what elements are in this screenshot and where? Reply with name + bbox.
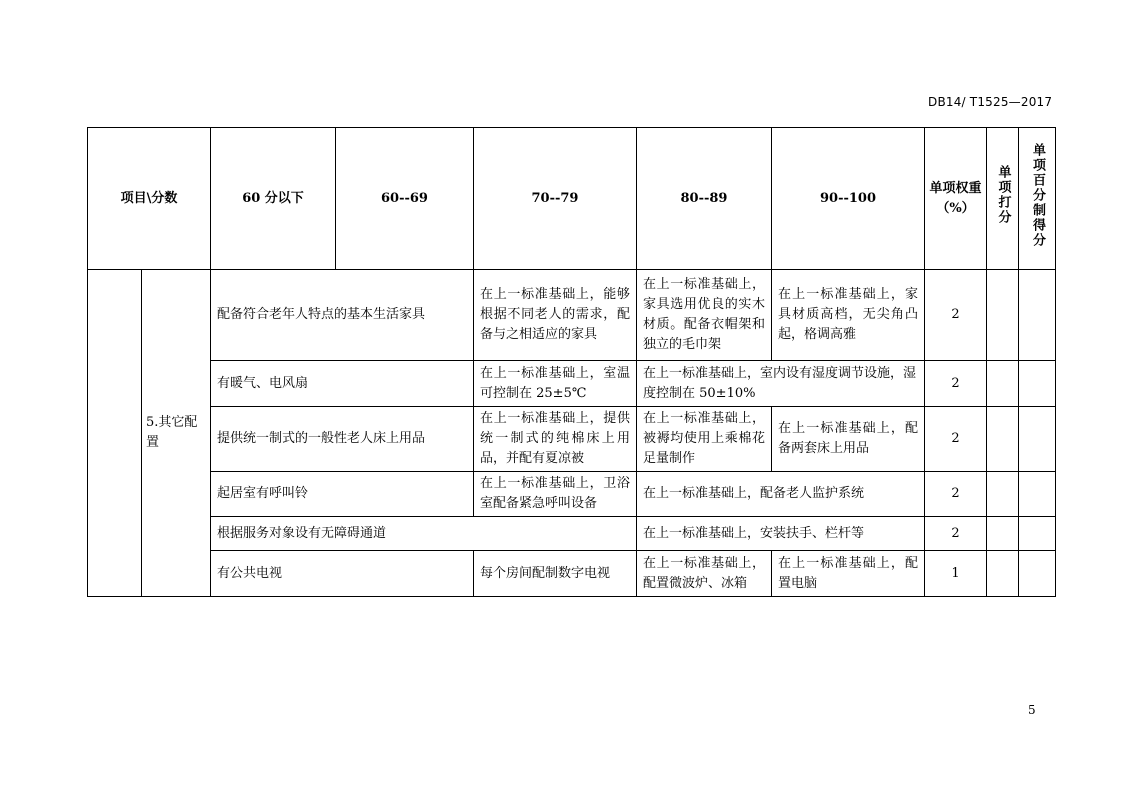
header-70-79: 70--79 <box>474 128 637 270</box>
standard-80-100: 在上一标准基础上，安装扶手、栏杆等 <box>637 517 925 551</box>
score-cell <box>987 551 1019 597</box>
header-80-89: 80--89 <box>637 128 772 270</box>
weight-value: 1 <box>925 551 987 597</box>
standard-70-79: 在上一标准基础上，能够根据不同老人的需求，配备与之相适应的家具 <box>474 270 637 361</box>
standard-70-79: 在上一标准基础上，提供统一制式的纯棉床上用品，并配有夏凉被 <box>474 407 637 472</box>
table-row <box>88 472 1056 517</box>
weight-value: 2 <box>925 361 987 407</box>
standard-90-100: 在上一标准基础上，家具材质高档，无尖角凸起，格调高雅 <box>772 270 925 361</box>
weight-value: 2 <box>925 517 987 551</box>
table-row <box>88 407 1056 472</box>
table-row <box>88 270 1056 361</box>
standard-90-100: 在上一标准基础上，配置电脑 <box>772 551 925 597</box>
percent-score-cell <box>1019 517 1056 551</box>
page-number: 5 <box>1028 703 1036 717</box>
header-item: 项目\分数 <box>88 128 211 270</box>
standard-70-79: 每个房间配制数字电视 <box>474 551 637 597</box>
header-percent-score: 单项百分制得分 <box>1019 128 1056 270</box>
base-standard: 起居室有呼叫铃 <box>211 472 474 517</box>
document-code: DB14/ T1525—2017 <box>928 95 1053 109</box>
score-cell <box>987 361 1019 407</box>
table-row <box>88 361 1056 407</box>
weight-value: 2 <box>925 270 987 361</box>
score-cell <box>987 407 1019 472</box>
percent-score-cell <box>1019 472 1056 517</box>
percent-score-cell <box>1019 361 1056 407</box>
standard-80-89: 在上一标准基础上，家具选用优良的实木材质。配备衣帽架和独立的毛巾架 <box>637 270 772 361</box>
header-weight: 单项权重（%） <box>925 128 987 270</box>
standard-80-89: 在上一标准基础上，被褥均使用上乘棉花足量制作 <box>637 407 772 472</box>
score-cell <box>987 517 1019 551</box>
percent-score-cell <box>1019 551 1056 597</box>
base-standard: 根据服务对象设有无障碍通道 <box>211 517 637 551</box>
blank-category-cell <box>88 270 142 597</box>
percent-score-cell <box>1019 270 1056 361</box>
standard-80-100: 在上一标准基础上，室内设有湿度调节设施，湿度控制在 50±10% <box>637 361 925 407</box>
table-row <box>88 517 1056 551</box>
header-60-69: 60--69 <box>336 128 474 270</box>
percent-score-cell <box>1019 407 1056 472</box>
header-below-60: 60 分以下 <box>211 128 336 270</box>
base-standard: 提供统一制式的一般性老人床上用品 <box>211 407 474 472</box>
weight-value: 2 <box>925 407 987 472</box>
standard-80-100: 在上一标准基础上，配备老人监护系统 <box>637 472 925 517</box>
header-90-100: 90--100 <box>772 128 925 270</box>
weight-value: 2 <box>925 472 987 517</box>
header-row <box>88 128 1056 270</box>
score-cell <box>987 472 1019 517</box>
category-cell: 5.其它配置 <box>142 270 211 597</box>
base-standard: 有暖气、电风扇 <box>211 361 474 407</box>
standard-70-79: 在上一标准基础上，卫浴室配备紧急呼叫设备 <box>474 472 637 517</box>
standard-90-100: 在上一标准基础上，配备两套床上用品 <box>772 407 925 472</box>
table-row <box>88 551 1056 597</box>
base-standard: 有公共电视 <box>211 551 474 597</box>
score-cell <box>987 270 1019 361</box>
standard-80-89: 在上一标准基础上，配置微波炉、冰箱 <box>637 551 772 597</box>
standard-70-79: 在上一标准基础上，室温可控制在 25±5℃ <box>474 361 637 407</box>
scoring-table <box>87 127 1056 597</box>
header-score: 单项打分 <box>987 128 1019 270</box>
base-standard: 配备符合老年人特点的基本生活家具 <box>211 270 474 361</box>
